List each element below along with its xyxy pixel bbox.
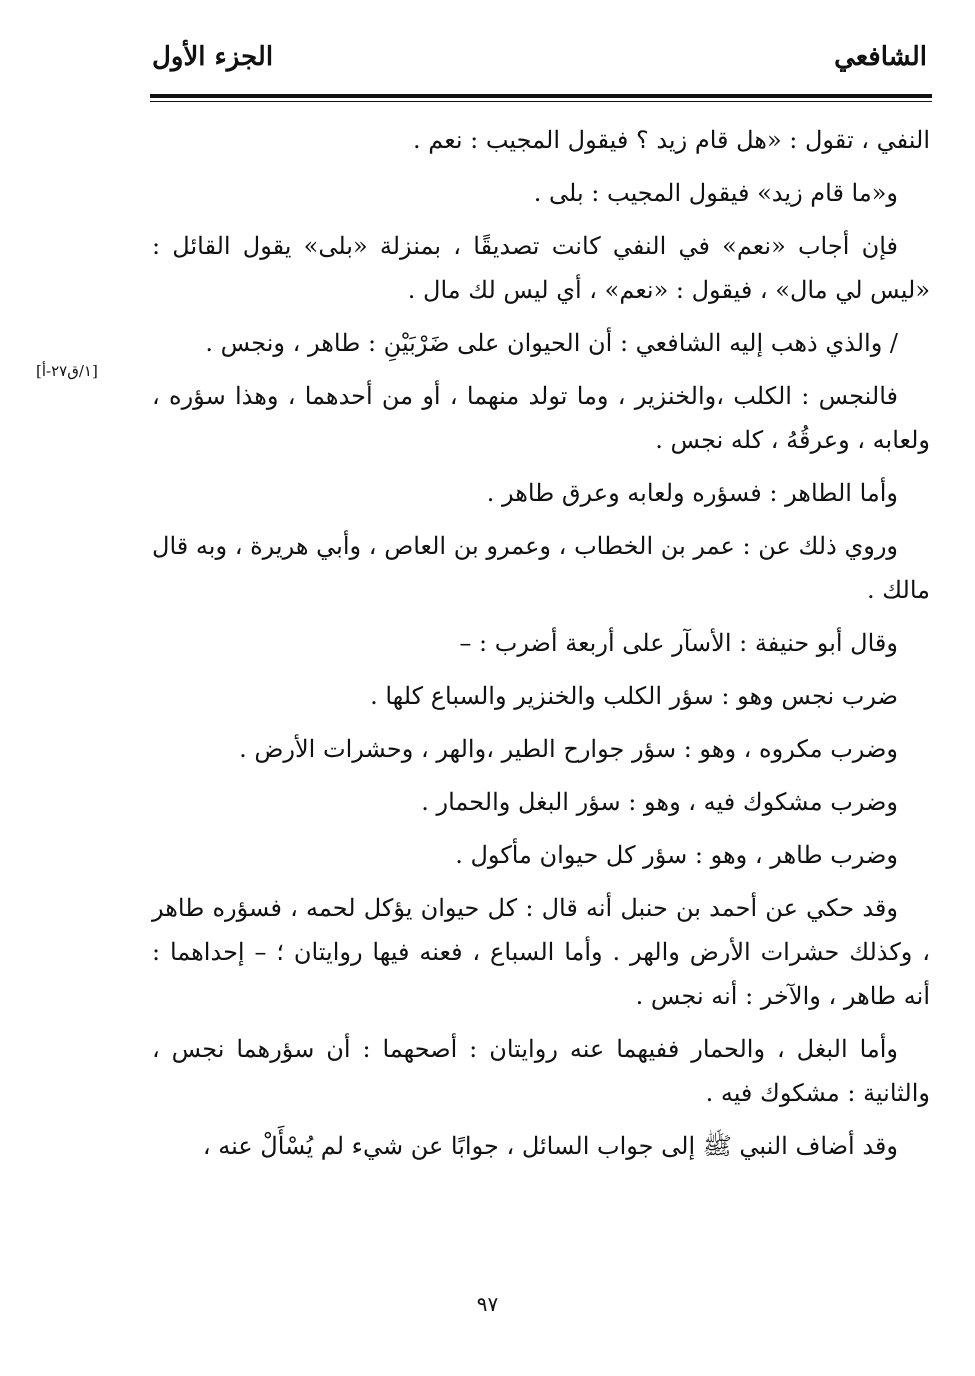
paragraph: فالنجس : الكلب ،والخنزير ، وما تولد منهما ، أو من أحدهما ، وهذا سؤره ، ولعابه ، وعرقُهُ ، كله نجس . (152, 382, 930, 454)
paragraph: النفي ، تقول : «هل قام زيد ؟ فيقول المجيب : نعم . (413, 126, 930, 154)
paragraph: وأما البغل ، والحمار ففيهما عنه روايتان : أصحهما : أن سؤرهما نجس ، والثانية : مشكوك فيه . (152, 1035, 930, 1107)
paragraph: وقد أضاف النبي ﷺ إلى جواب السائل ، جوابًا عن شيء لم يُسْأَلْ عنه ، (202, 1132, 898, 1160)
header-rule-thin (150, 101, 932, 102)
paragraph: وضرب مكروه ، وهو : سؤر جوارح الطير ،والهر ، وحشرات الأرض . (239, 735, 898, 763)
manuscript-folio-note: [١/ق٢٧-أ] (36, 362, 98, 380)
paragraph: فإن أجاب «نعم» في النفي كانت تصديقًا ، بمنزلة «بلى» يقول القائل : «ليس لي مال» ، فيقول : «نعم» ، أي ليس لك مال . (152, 232, 930, 304)
paragraph: وروي ذلك عن : عمر بن الخطاب ، وعمرو بن العاص ، وأبي هريرة ، وبه قال مالك . (152, 532, 930, 604)
header-rule-thick (150, 94, 932, 98)
paragraph: وضرب طاهر ، وهو : سؤر كل حيوان مأكول . (455, 841, 898, 869)
running-head-volume: الجزء الأول (152, 42, 274, 72)
paragraph: / والذي ذهب إليه الشافعي : أن الحيوان على ضَرْبَيْنِ : طاهر ، ونجس . (205, 329, 898, 357)
main-text (152, 118, 930, 1177)
page-number: ٩٧ (476, 1292, 499, 1316)
paragraph: وأما الطاهر : فسؤره ولعابه وعرق طاهر . (486, 479, 898, 507)
paragraph: وضرب مشكوك فيه ، وهو : سؤر البغل والحمار . (421, 788, 898, 816)
paragraph: ضرب نجس وهو : سؤر الكلب والخنزير والسباع كلها . (370, 682, 898, 710)
paragraph: و«ما قام زيد» فيقول المجيب : بلى . (533, 179, 898, 207)
paragraph: وقال أبو حنيفة : الأسآر على أربعة أضرب : – (459, 629, 898, 657)
paragraph: وقد حكي عن أحمد بن حنبل أنه قال : كل حيوان يؤكل لحمه ، فسؤره طاهر ، وكذلك حشرات الأرض والهر . وأما السباع ، فعنه فيها روايتان ؛ – إحداهما : أنه طاهر ، والآخر : أنه نجس . (152, 894, 930, 1010)
running-head-book-title: الشافعي (834, 42, 927, 72)
